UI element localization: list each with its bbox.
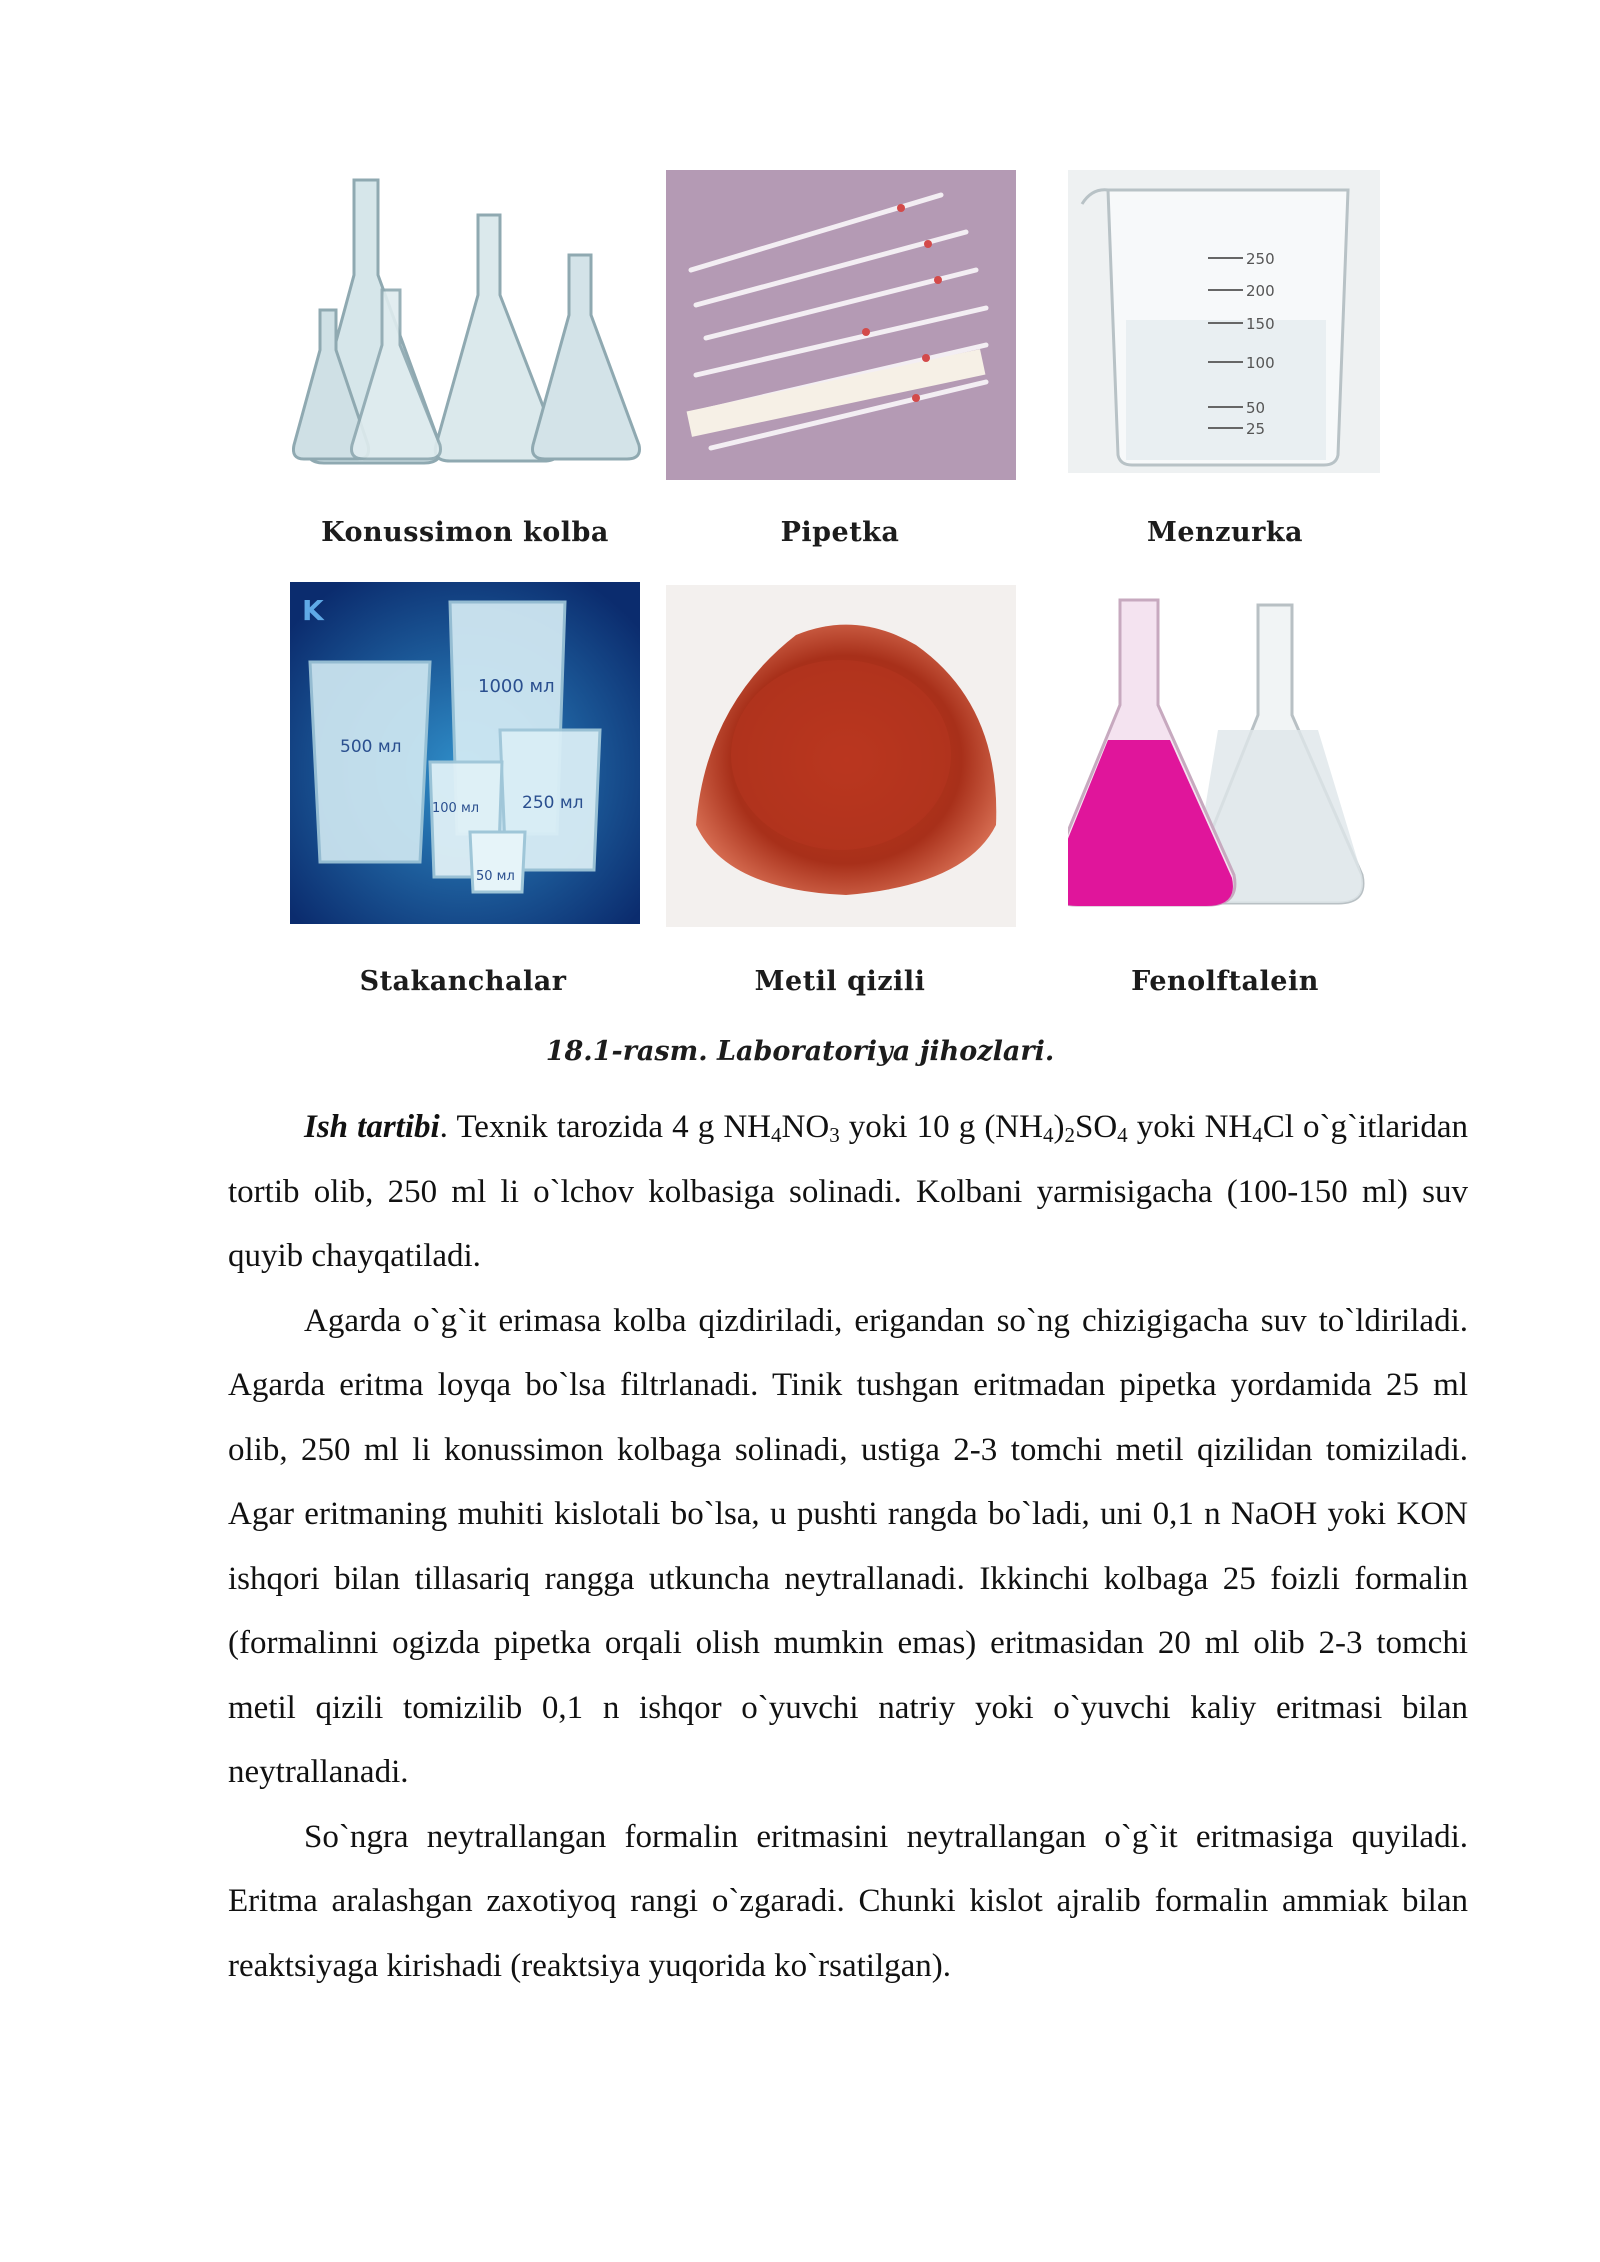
p1-sub-5: 4 — [1117, 1123, 1128, 1147]
beakers-photo — [290, 582, 640, 924]
figure-caption: 18.1-rasm. Laboratoriya jihozlari. — [545, 1036, 1055, 1067]
beaker-label-100: 100 мл — [432, 801, 480, 816]
cylinder-mark-25: 25 — [1246, 420, 1266, 438]
p1-sub-3: 4 — [1042, 1123, 1054, 1147]
label-conical-flask: Konussimon kolba — [321, 517, 609, 548]
cylinder-mark-250: 250 — [1246, 250, 1275, 268]
beaker-label-50: 50 мл — [476, 869, 515, 884]
methyl-red-photo — [666, 585, 1016, 927]
label-pipette: Pipetka — [780, 517, 900, 548]
cylinder-mark-150: 150 — [1246, 315, 1275, 333]
body-text — [228, 1095, 1468, 1998]
cylinder-photo — [1068, 170, 1380, 473]
cylinder-mark-50: 50 — [1246, 399, 1266, 417]
p1-text-e: SO — [1074, 1109, 1118, 1145]
p1-text-d: ) — [1053, 1109, 1065, 1145]
p1-sub-2: 3 — [829, 1123, 840, 1147]
beaker-label-250: 250 мл — [522, 793, 584, 813]
p1-text-a: . Texnik tarozida 4 g NH — [439, 1109, 772, 1145]
phenolphthalein-photo — [1068, 590, 1398, 930]
p1-text-c: yoki 10 g (NH — [839, 1109, 1043, 1145]
label-beakers: Stakanchalar — [359, 966, 567, 997]
pipette-photo — [666, 170, 1016, 480]
p1-text-f: yoki NH — [1127, 1109, 1253, 1145]
label-methyl-red: Metil qizili — [754, 966, 926, 997]
procedure-heading: Ish tartibi — [304, 1109, 440, 1145]
p1-sub-1: 4 — [771, 1123, 782, 1147]
cylinder-mark-200: 200 — [1246, 282, 1275, 300]
corner-letter: K — [302, 594, 324, 627]
paragraph-2: Agarda o`g`it erimasa kolba qizdiriladi, erigandan so`ng chizigigacha suv to`ldiriladi. Agarda eritma loyqa bo`lsa filtrlanadi. Tinik tushgan eritmadan pipetka yordamida 25 ml olib, 250 ml li konussimon kolbaga solinadi, ustiga 2-3 tomchi metil qizilidan tomiziladi. Agar eritmaning muhiti kislotali bo`lsa, u pushti rangda bo`ladi, uni 0,1 n NaOH yoki KON ishqori bilan tillasariq rangga utkuncha neytrallanadi. Ikkinchi kolbaga 25 foizli formalin (formalinni ogizda pipetka orqali olish mumkin emas) eritmasidan 20 ml olib 2-3 tomchi metil qizili tomizilib 0,1 n ishqor o`yuvchi natriy yoki o`yuvchi kaliy eritmasi bilan neytrallanadi. — [228, 1302, 1468, 1790]
paragraph-1 — [228, 1095, 1468, 1289]
p1-text-b: NO — [781, 1109, 830, 1145]
p1-sub-4: 2 — [1064, 1123, 1075, 1147]
beaker-label-500: 500 мл — [340, 737, 402, 757]
paragraph-3: So`ngra neytrallangan formalin eritmasini neytrallangan o`g`it eritmasiga quyiladi. Eritma aralashgan zaxotiyoq rangi o`zgaradi. Chunki kislot ajralib formalin ammiak bilan reaktsiyaga kirishadi (reaktsiya yuqorida ko`rsatilgan). — [228, 1818, 1468, 1984]
p1-text-g: Cl o`g`itlaridan tortib olib, 250 ml li o`lchov kolbasiga solinadi. Kolbani yarmisigacha (100-150 ml) suv quyib chayqatiladi. — [228, 1109, 1468, 1274]
label-phenolphthalein: Fenolftalein — [1131, 966, 1319, 997]
lab-equipment-figure — [0, 0, 1600, 1100]
label-cylinder: Menzurka — [1146, 517, 1304, 548]
cylinder-mark-100: 100 — [1246, 354, 1275, 372]
conical-flask-photo — [292, 170, 644, 475]
p1-sub-6: 4 — [1252, 1123, 1263, 1147]
beaker-label-1000: 1000 мл — [478, 676, 555, 697]
